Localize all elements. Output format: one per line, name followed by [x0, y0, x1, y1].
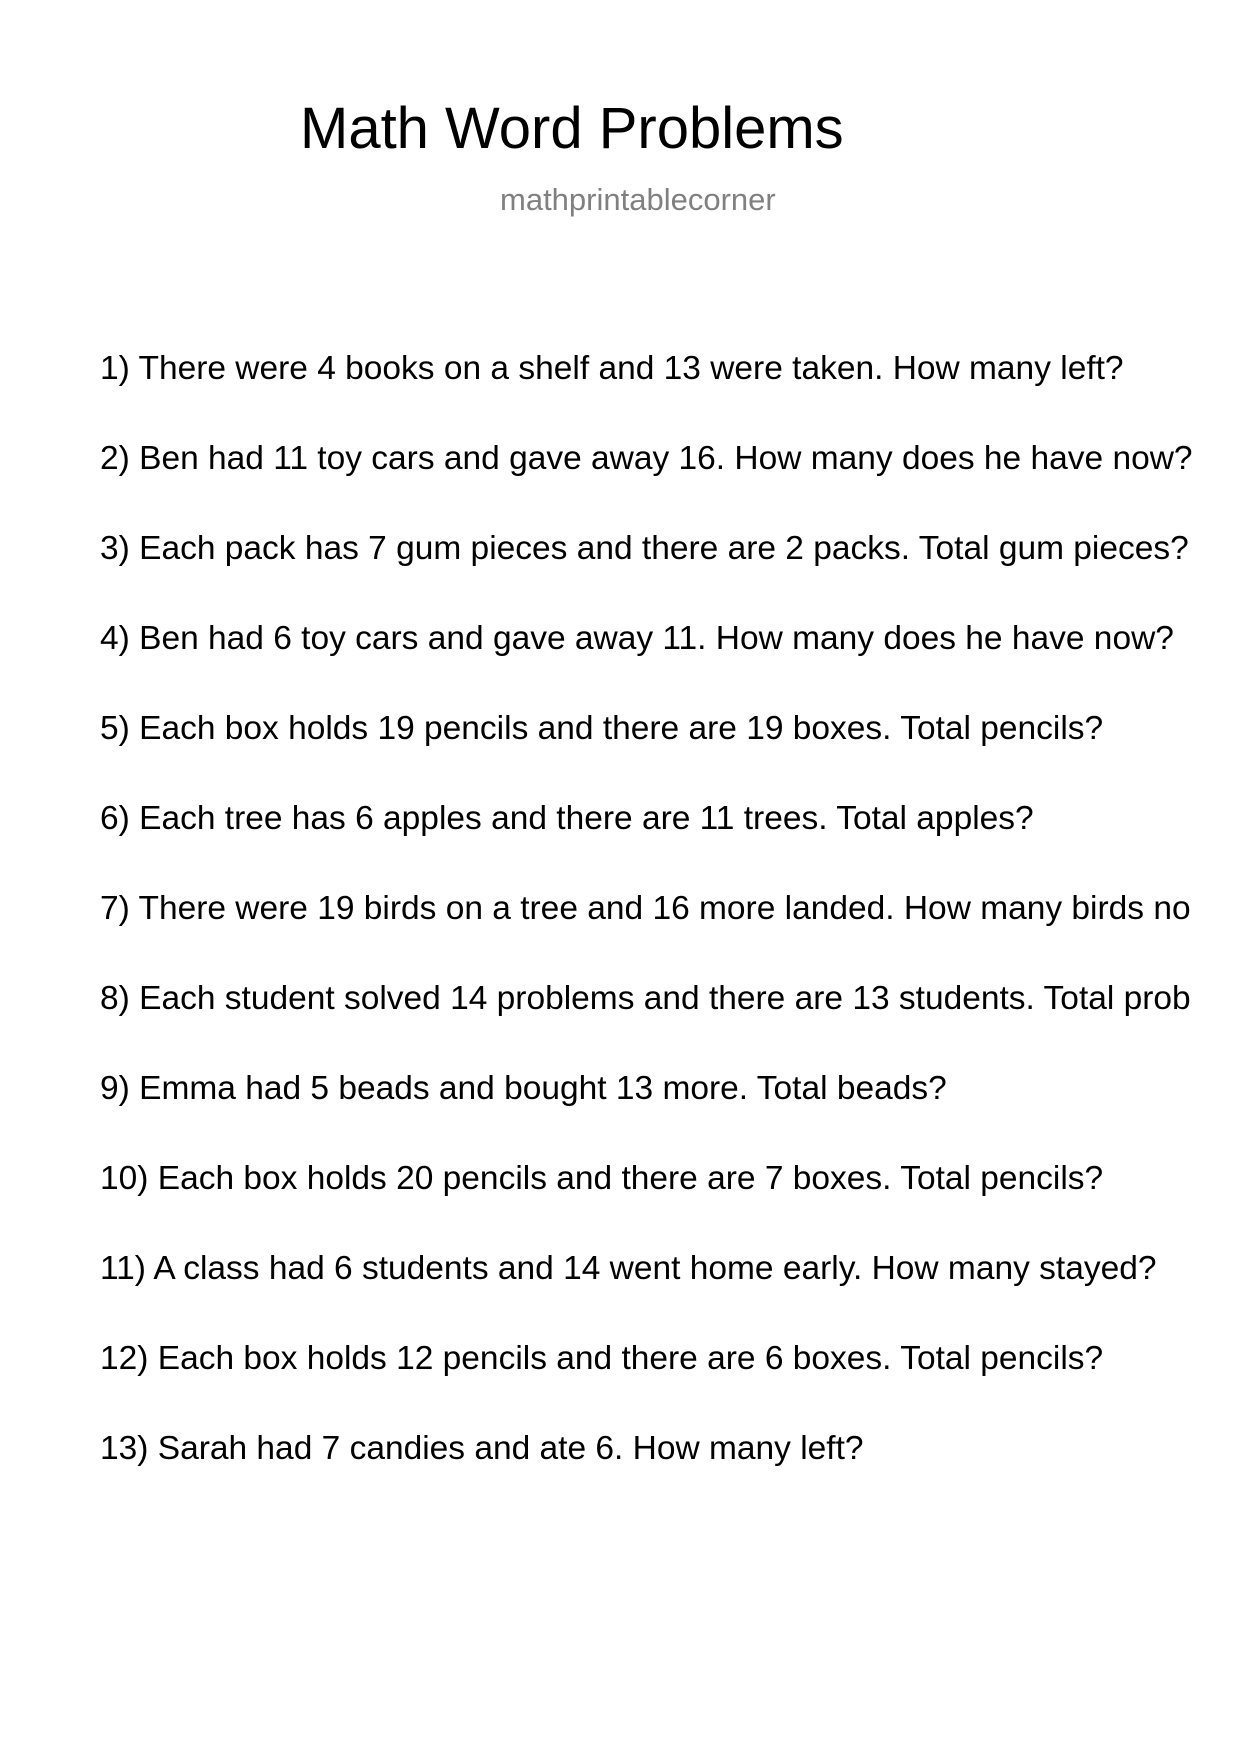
problem-item: 6) Each tree has 6 apples and there are 11 trees. Total apples?	[100, 802, 1034, 837]
page-title: Math Word Problems	[300, 96, 844, 161]
problem-item: 13) Sarah had 7 candies and ate 6. How many left?	[100, 1432, 864, 1467]
problem-item: 8) Each student solved 14 problems and there are 13 students. Total prob	[100, 982, 1191, 1017]
problem-item: 10) Each box holds 20 pencils and there are 7 boxes. Total pencils?	[100, 1162, 1104, 1197]
problem-item: 7) There were 19 birds on a tree and 16 more landed. How many birds no	[100, 892, 1191, 927]
page-subtitle: mathprintablecorner	[500, 182, 776, 217]
problem-item: 11) A class had 6 students and 14 went home early. How many stayed?	[100, 1252, 1157, 1287]
problem-item: 12) Each box holds 12 pencils and there are 6 boxes. Total pencils?	[100, 1342, 1104, 1377]
problem-item: 1) There were 4 books on a shelf and 13 were taken. How many left?	[100, 352, 1124, 387]
problem-item: 4) Ben had 6 toy cars and gave away 11. How many does he have now?	[100, 622, 1174, 657]
problem-item: 2) Ben had 11 toy cars and gave away 16. How many does he have now?	[100, 442, 1193, 477]
problem-item: 9) Emma had 5 beads and bought 13 more. Total beads?	[100, 1072, 947, 1107]
problem-list	[100, 352, 1240, 1522]
problem-item: 3) Each pack has 7 gum pieces and there are 2 packs. Total gum pieces?	[100, 532, 1189, 567]
problem-item: 5) Each box holds 19 pencils and there are 19 boxes. Total pencils?	[100, 712, 1104, 747]
